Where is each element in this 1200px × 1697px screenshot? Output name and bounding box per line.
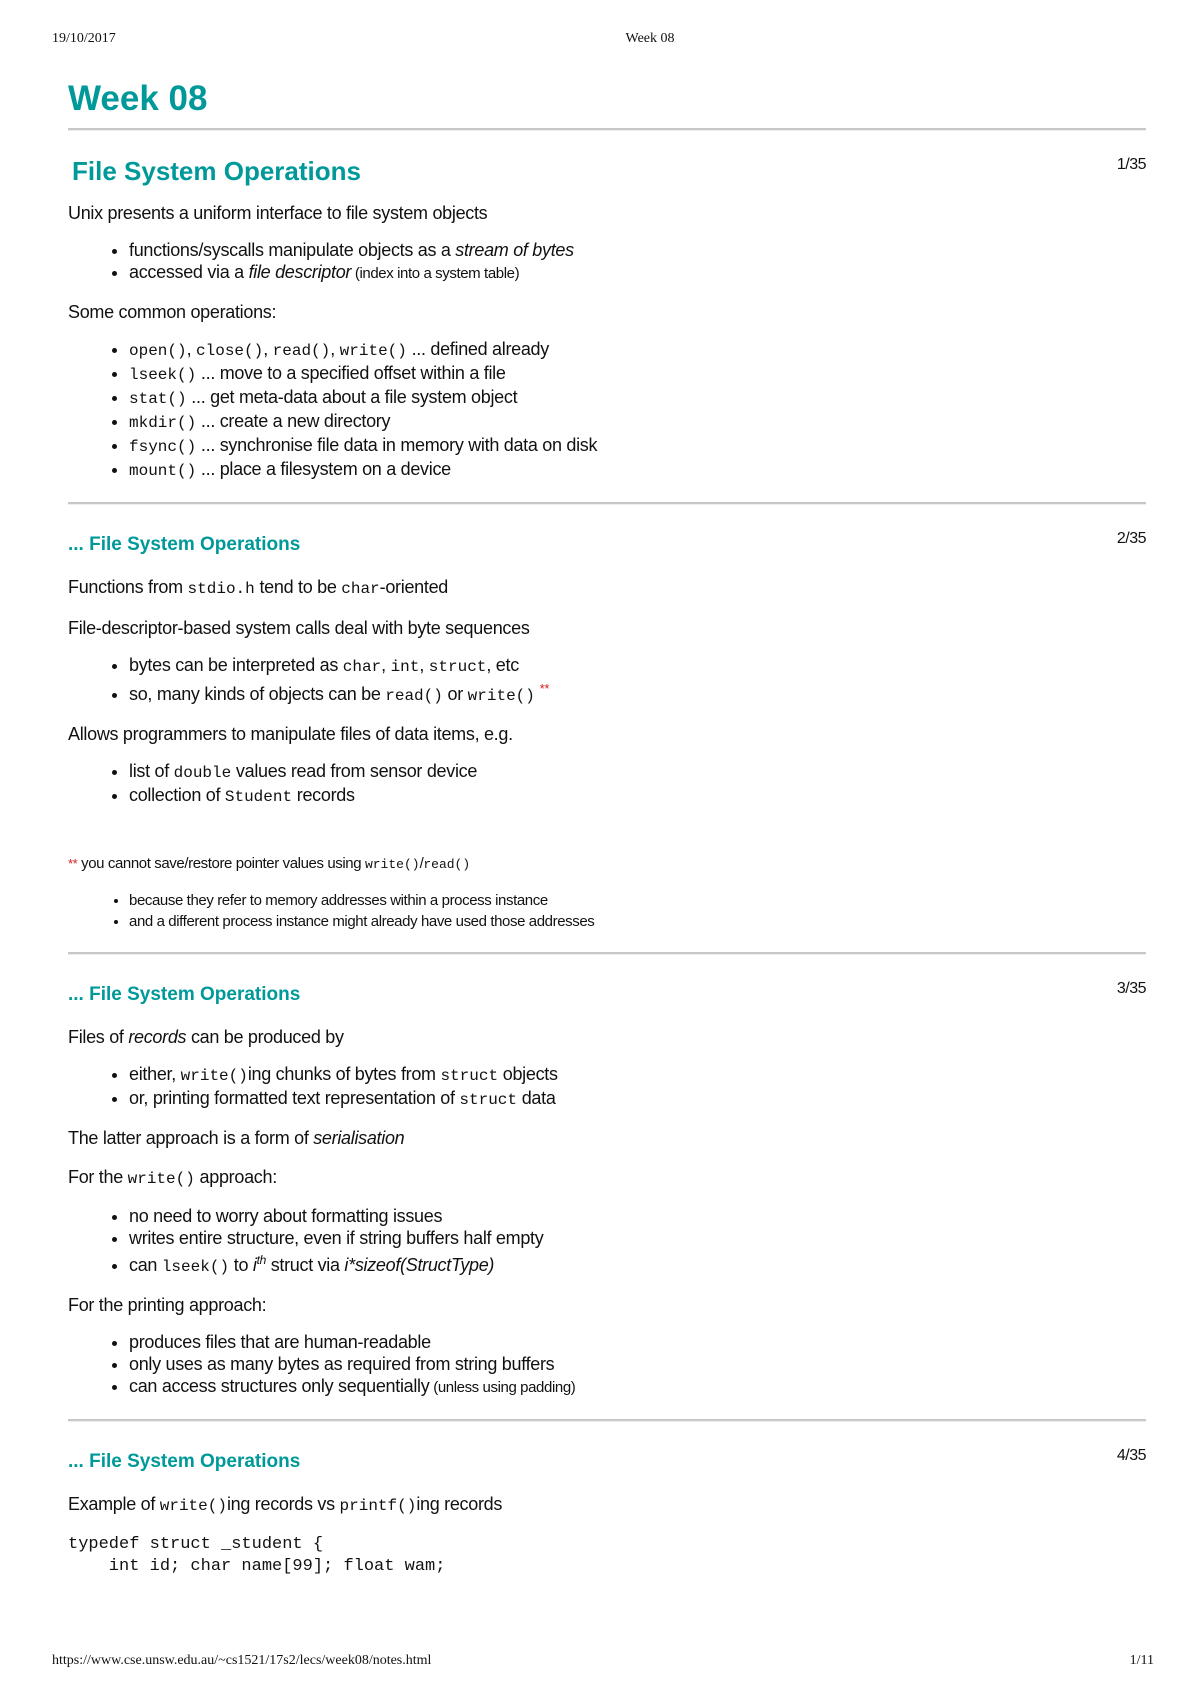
paragraph: Example of write()ing records vs printf()ing records bbox=[68, 1494, 503, 1515]
list-item: • mkdir() ... create a new directory bbox=[129, 410, 1146, 434]
list-item: • or, printing formatted text representation of struct data bbox=[129, 1087, 1146, 1111]
footnote-marker: ** bbox=[539, 681, 550, 696]
footnote-marker: ** bbox=[68, 856, 78, 871]
paragraph: For the printing approach: bbox=[68, 1295, 267, 1315]
code-line: int id; char name[99]; float wam; bbox=[68, 1557, 446, 1576]
slide-header bbox=[68, 156, 1146, 186]
list-item: • stat() ... get meta-data about a file system object bbox=[129, 386, 1146, 410]
slide-title: File System Operations bbox=[72, 156, 361, 186]
slide-number: 1/35 bbox=[1116, 156, 1146, 173]
paragraph: For the write() approach: bbox=[68, 1167, 277, 1188]
list-item: • because they refer to memory addresses within a process instance bbox=[129, 890, 1146, 911]
paragraph: Functions from stdio.h tend to be char-oriented bbox=[68, 577, 448, 598]
bullet-list bbox=[68, 760, 1146, 808]
bullet-list bbox=[68, 1205, 1146, 1278]
list-item: • fsync() ... synchronise file data in memory with data on disk bbox=[129, 434, 1146, 458]
print-title: Week 08 bbox=[625, 31, 675, 46]
list-item: • collection of Student records bbox=[129, 784, 1146, 808]
list-item: • only uses as many bytes as required from string buffers bbox=[129, 1353, 1146, 1375]
slide-1 bbox=[68, 130, 1146, 502]
paragraph: The latter approach is a form of serialisation bbox=[68, 1128, 405, 1148]
paragraph: Files of records can be produced by bbox=[68, 1027, 344, 1047]
list-item: • mount() ... place a filesystem on a device bbox=[129, 458, 1146, 482]
list-item: • so, many kinds of objects can be read() or write() ** bbox=[129, 678, 1146, 707]
print-header bbox=[0, 31, 1200, 51]
slide-header bbox=[68, 980, 1146, 1010]
footnote bbox=[68, 852, 1146, 932]
list-item: • bytes can be interpreted as char, int, struct, etc bbox=[129, 654, 1146, 678]
page-content bbox=[68, 60, 1146, 1598]
slide-number: 4/35 bbox=[1116, 1447, 1146, 1464]
footnote-text: ** you cannot save/restore pointer values using write()/read() bbox=[68, 855, 471, 872]
bullet-list bbox=[68, 1063, 1146, 1111]
paragraph: Some common operations: bbox=[68, 302, 277, 322]
list-item: • writes entire structure, even if string buffers half empty bbox=[129, 1227, 1146, 1249]
code-block bbox=[68, 1534, 1146, 1578]
list-item: • accessed via a file descriptor (index into a system table) bbox=[129, 261, 1146, 285]
bullet-list bbox=[68, 654, 1146, 707]
list-item: • open(), close(), read(), write() ... defined already bbox=[129, 338, 1146, 362]
print-footer bbox=[0, 1653, 1200, 1673]
operations-list bbox=[68, 338, 1146, 482]
page-count: 1/11 bbox=[1129, 1653, 1154, 1668]
slide-2 bbox=[68, 504, 1146, 952]
list-item: • lseek() ... move to a specified offset within a file bbox=[129, 362, 1146, 386]
paragraph: File-descriptor-based system calls deal with byte sequences bbox=[68, 618, 530, 638]
slide-title: ... File System Operations bbox=[68, 1451, 301, 1472]
bullet-list bbox=[68, 890, 1146, 932]
slide-title: ... File System Operations bbox=[68, 984, 301, 1005]
bullet-list bbox=[68, 239, 1146, 285]
list-item: • functions/syscalls manipulate objects as a stream of bytes bbox=[129, 239, 1146, 261]
list-item: • can lseek() to $i^{th}$ struct via i*sizeof(StructType) bbox=[129, 1249, 1146, 1278]
slide-header bbox=[68, 530, 1146, 560]
slide-number: 3/35 bbox=[1116, 980, 1146, 997]
slide-number: 2/35 bbox=[1116, 530, 1146, 547]
code-line: typedef struct _student { bbox=[68, 1535, 324, 1554]
list-item: • no need to worry about formatting issues bbox=[129, 1205, 1146, 1227]
page-title: Week 08 bbox=[68, 79, 208, 118]
list-item: • either, write()ing chunks of bytes from struct objects bbox=[129, 1063, 1146, 1087]
slide-4 bbox=[68, 1421, 1146, 1598]
slide-title: ... File System Operations bbox=[68, 534, 301, 555]
slide-header bbox=[68, 1447, 1146, 1477]
list-item: • can access structures only sequentially (unless using padding) bbox=[129, 1375, 1146, 1399]
list-item: • list of double values read from sensor device bbox=[129, 760, 1146, 784]
paragraph: Allows programmers to manipulate files of data items, e.g. bbox=[68, 724, 513, 744]
page-url: https://www.cse.unsw.edu.au/~cs1521/17s2/lecs/week08/notes.html bbox=[52, 1653, 432, 1668]
list-item: • and a different process instance might already have used those addresses bbox=[129, 911, 1146, 932]
list-item: • produces files that are human-readable bbox=[129, 1331, 1146, 1353]
bullet-list bbox=[68, 1331, 1146, 1399]
slide-3 bbox=[68, 954, 1146, 1419]
paragraph: Unix presents a uniform interface to file system objects bbox=[68, 203, 488, 223]
print-date: 19/10/2017 bbox=[52, 31, 116, 46]
